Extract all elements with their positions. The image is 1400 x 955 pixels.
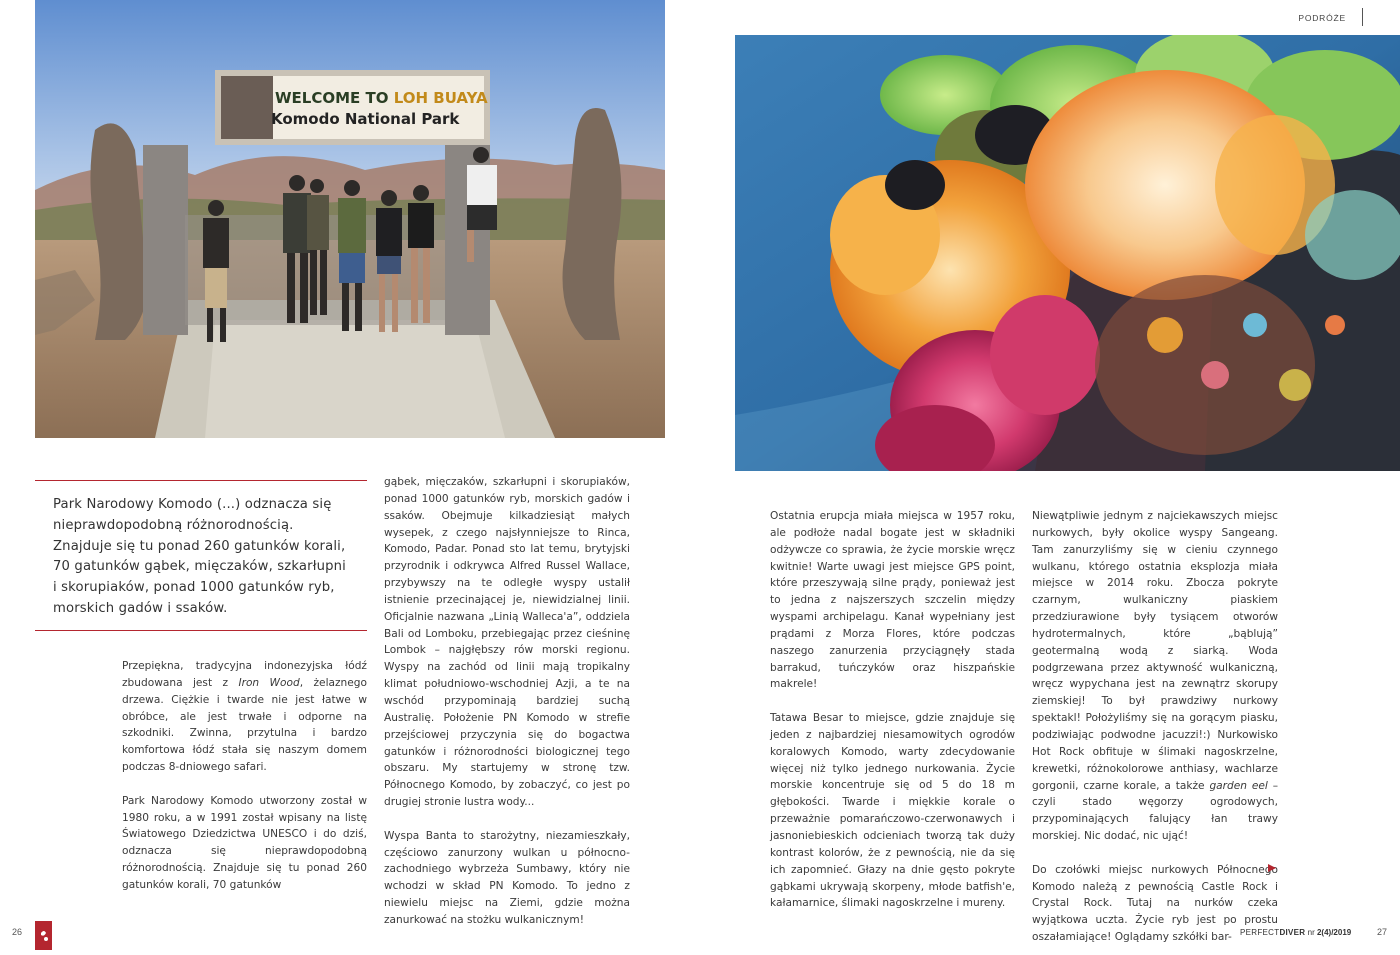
section-label: PODRÓŻE <box>1298 13 1346 23</box>
col1-paragraph-1: Przepiękna, tradycyjna indonezyjska łódź zbudowana jest z Iron Wood, żelaznego drzewa. Ciężkie i twarde nie jest łatwe w obróbce, ale jest trwałe i odporne na szkodniki. Zwinna, przytulna i bardzo komfortowa łódź stała się naszym domem podczas 8-dniowego safari. <box>122 660 367 774</box>
perfect-diver-logo-icon <box>35 921 52 950</box>
col2-paragraph-1: gąbek, mięczaków, szkarłupni i skorupiaków, ponad 1000 gatunków ryb, morskich gadów i ssaków. Obejmuje kilkadziesiąt małych wysepek, z czego najsłynniejsze to Rinca, Komodo, Padar. Ponad sto lat temu, brytyjski przyrodnik i odkrywca Alfred Russel Wallace, przybywszy na te odległe wyspy ustalił istnienie przecinającej je, niewidzialnej linii. Oficjalnie nazwana „Linią Walleca'a”, oddziela Bali od Lomboku, przebiegając przez cieśninę Lombok – najgłębszy rów morski regionu. Wyspy na zachód od linii mają tropikalny klimat południowo-wschodniej Azji, a te na wschód przypominają bardziej suchą Australię. Położenie PN Komodo w strefie przejściowej przyczynia się do bogactwa gatunków i różnorodności biologicznej tego obszaru. My startujemy w stronę tzw. Północnego Komodo, by zobaczyć, co jest po drugiej stronie lustra wody... <box>384 476 630 809</box>
pull-quote <box>35 480 367 631</box>
pull-quote-text: Park Narodowy Komodo (...) odznacza się nieprawdopodobną różnorodnością. Znajduje się tu ponad 260 gatunków korali, 70 gatunków gąbek, mięczaków, szkarłupni i skorupiaków, ponad 1000 gatunków ryb, morskich gadów i ssaków. <box>53 497 346 616</box>
magazine-issue <box>1240 928 1351 937</box>
col2-paragraph-2: Wyspa Banta to starożytny, niezamieszkały, częściowo zanurzony wulkan u północno-zachodniego wybrzeża Sumbawy, który nie wchodzi w skład PN Komodo. To jedno z niewielu miejsc na Ziemi, gdzie można zanurkować na stożku wulkanicznym! <box>384 829 630 926</box>
sign-text-line1: WELCOME TO LOH BUAYA <box>275 89 488 107</box>
article-column-2 <box>384 474 630 929</box>
col3-paragraph-1: Ostatnia erupcja miała miejsca w 1957 roku, ale podłoże nadal bogate jest w składniki odżywcze co sprawia, że życie morskie wręcz kwitnie! Warte uwagi jest miejsce GPS point, które przeszywają silne prądy, ponieważ jest to jedna z najszerszych szczelin między wyspami archipelagu. Kanał wypełniany jest prądami z Morza Flores, które podczas naszego zanurzenia przyciągnęły stada barrakud, tuńczyków oraz hiszpańskie makrele! <box>770 510 1015 691</box>
col3-paragraph-2: Tatawa Besar to miejsce, gdzie znajduje się jeden z najbardziej niesamowitych ogrodów koralowych Komodo, warty zdecydowanie więcej niż tylko jednego nurkowania. Życie morskie koncentruje się od 5 do 18 m głębokości. Twarde i miękkie korale o przeważnie pomarańczowo-czerwonawych i jasnoniebieskich odcieniach tworzą tak duży kontrast kolorów, że z pewnością, nie da się ich zapomnieć. Głazy na dnie gęsto pokryte gąbkami ukrywają skorpeny, młode batfish'e, kałamarnice, ślimaki nagoskrzelne i mureny. <box>770 712 1015 910</box>
article-column-1 <box>122 658 367 894</box>
magazine-name-perfect: PERFECT <box>1240 928 1280 937</box>
article-column-4 <box>1032 508 1278 946</box>
sign-text-line2: Komodo National Park <box>271 110 460 128</box>
article-column-3 <box>770 508 1015 912</box>
photo-komodo-gate <box>35 0 665 438</box>
col4-paragraph-2: Do czołówki miejsc nurkowych Północnego Komodo należą z pewnością Castle Rock i Crystal Rock. Tutaj na nurków czeka wyjątkowa uczta. Życie ryb jest po prostu oszałamiające! Oglądamy szkółki bar- <box>1032 863 1278 944</box>
photo-coral-reef <box>735 35 1400 471</box>
col1-paragraph-2: Park Narodowy Komodo utworzony został w 1980 roku, a w 1991 został wpisany na listę Światowego Dziedzictwa UNESCO i do dziś, odznacza się nieprawdopodobną różnorodnością. Znajduje się tu ponad 260 gatunków korali, 70 gatunków <box>122 794 367 891</box>
section-divider <box>1362 8 1363 26</box>
continue-arrow-icon <box>1268 864 1276 872</box>
italic-term: Iron Wood <box>238 676 300 689</box>
italic-term: garden eel <box>1209 779 1268 792</box>
page-number-right: 27 <box>1377 927 1388 937</box>
page-number-left: 26 <box>12 927 23 937</box>
issue-prefix: nr <box>1307 928 1317 937</box>
magazine-name-diver: DIVER <box>1279 928 1306 937</box>
issue-number: 2(4)/2019 <box>1316 928 1352 937</box>
col4-paragraph-1: Niewątpliwie jednym z najciekawszych miejsc nurkowych, były okolice wyspy Sangeang. Tam zanurzyliśmy się w cieniu czynnego wulkanu, którego ostatnia eksplozja miała miejsce w 2014 roku. Zbocza pokryte czarnym, wulkaniczny piaskiem przedziurawione były tysiącem otworów hydrotermalnych, które „bąblują” geotermalną wodą z siarką. Woda podgrzewana przez aktywność wulkaniczną, wręcz wypychana jest na zewnątrz skorupy ziemskiej! To był prawdziwy nurkowy spektakl! Położyliśmy się na gorącym piasku, podziwiając podwodne jacuzzi!:) Nurkowisko Hot Rock obfituje w ślimaki nagoskrzelne, krewetki, różnokolorowe anthiasy, wachlarze gorgonii, czarne korale, a także garden eel – czyli stado węgorzy ogrodowych, przypominających falujący łan trawy morskiej. Nic dodać, nic ująć! <box>1032 510 1279 843</box>
